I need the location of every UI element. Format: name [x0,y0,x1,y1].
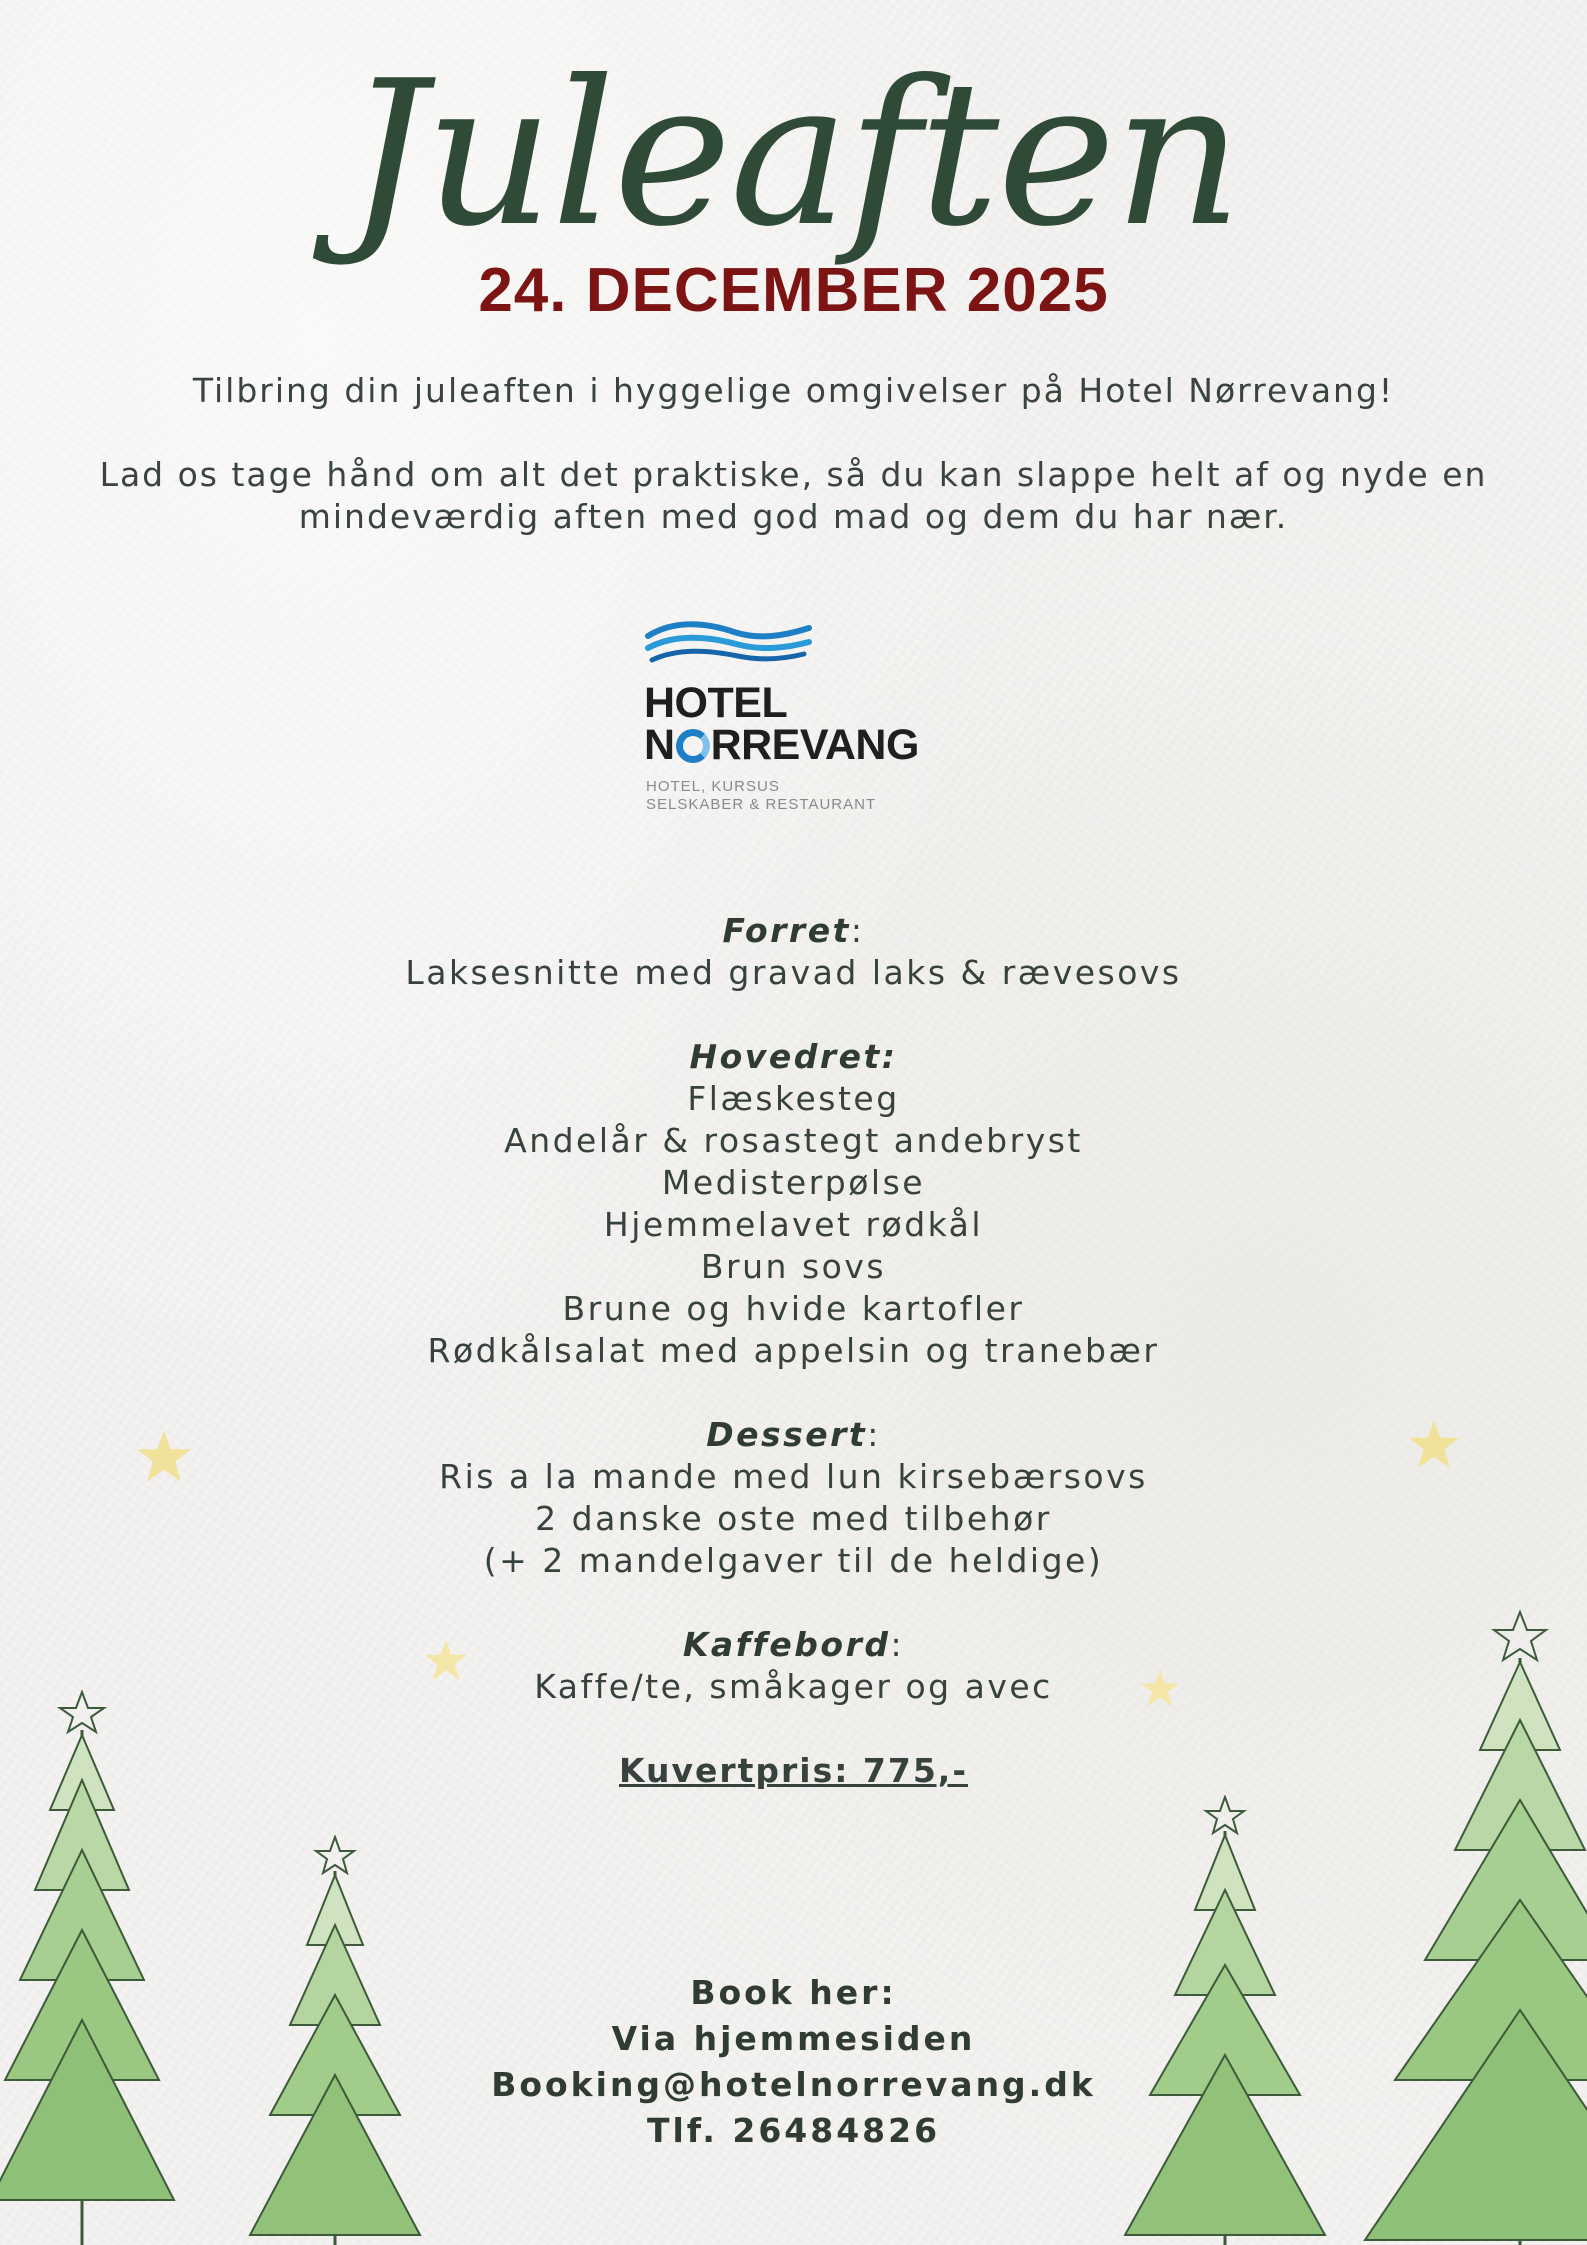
menu-item: (+ 2 mandelgaver til de heldige) [483,1541,1104,1580]
menu-item: Flæskesteg [687,1079,900,1118]
intro-line-1: Tilbring din juleaften i hyggelige omgivelser på Hotel Nørrevang! [192,371,1395,410]
logo-tagline-1: HOTEL, KURSUS [646,778,780,795]
christmas-tree-icon [1330,1610,1587,2245]
menu-item: Andelår & rosastegt andebryst [504,1121,1083,1160]
logo-text-norrevang: N RREVANG [644,721,919,769]
price-per-cover: Kuvertpris: 775,- [618,1751,969,1790]
wave-icon [644,618,814,668]
menu-heading-dessert: Dessert: [706,1415,881,1454]
logo-text-hotel: HOTEL [644,679,788,727]
menu-heading-forret: Forret: [722,911,865,950]
star-icon [424,1638,468,1682]
menu-heading-kaffebord: Kaffebord: [682,1625,905,1664]
star-icon [1140,1668,1180,1708]
intro-line-3: mindeværdig aften med god mad og dem du har nær. [298,497,1289,536]
star-icon [136,1428,192,1484]
christmas-tree-icon [1105,1795,1335,2245]
menu-item: Medisterpølse [661,1163,926,1202]
menu-item: Hjemmelavet rødkål [603,1205,984,1244]
menu-item: Brune og hvide kartofler [562,1289,1025,1328]
menu-item: 2 danske oste med tilbehør [535,1499,1052,1538]
logo-o-ring-icon [676,729,710,763]
page-title: Juleaften [346,38,1241,271]
menu-heading-hovedret: Hovedret: [689,1037,898,1076]
menu-item: Brun sovs [700,1247,887,1286]
booking-website[interactable]: Via hjemmesiden [611,2019,976,2058]
intro-line-2: Lad os tage hånd om alt det praktiske, så du kan slappe helt af og nyde en [99,455,1488,494]
menu-item: Ris a la mande med lun kirsebærsovs [439,1457,1148,1496]
menu-item: Kaffe/te, småkager og avec [534,1667,1053,1706]
christmas-tree-icon [0,1680,230,2245]
booking-heading: Book her: [690,1973,897,2012]
booking-phone[interactable]: Tlf. 26484826 [646,2111,941,2150]
booking-email-link[interactable]: Booking@hotelnorrevang.dk [491,2065,1096,2104]
menu-item: Laksesnitte med gravad laks & rævesovs [405,953,1182,992]
intro-paragraph [0,454,1587,538]
event-date: 24. DECEMBER 2025 [478,256,1109,325]
hotel-logo [640,618,960,828]
star-icon [1408,1418,1460,1470]
logo-tagline-2: SELSKABER & RESTAURANT [646,796,877,813]
menu-item: Rødkålsalat med appelsin og tranebær [427,1331,1160,1370]
christmas-tree-icon [235,1835,425,2245]
